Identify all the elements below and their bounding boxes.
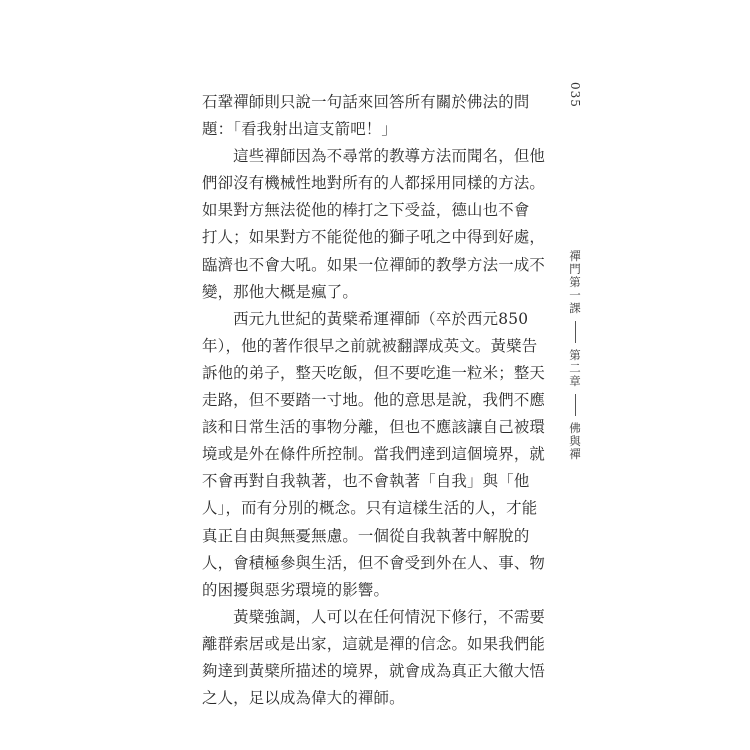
text-line: 年），他的著作很早之前就被翻譯成英文。黃檗告	[202, 336, 538, 355]
text-line: 西元九世紀的黃檗希運禪師（卒於西元850	[202, 309, 529, 328]
text-line: 該和日常生活的事物分離，但也不應該讓自己被環	[202, 418, 545, 437]
text-line: 離群索居或是出家，這就是禪的信念。如果我們能	[202, 634, 545, 653]
text-line: 境或是外在條件所控制。當我們達到這個境界，就	[202, 445, 545, 464]
text-line: 們卻沒有機械性地對所有的人都採用同樣的方法。	[202, 174, 545, 193]
text-line: 石鞏禪師則只說一句話來回答所有關於佛法的問	[202, 93, 530, 111]
text-line: 的困擾與惡劣環境的影響。	[202, 580, 390, 599]
text-line: 如果對方無法從他的棒打之下受益，德山也不會	[202, 201, 530, 220]
text-line: 夠達到黃檗所描述的境界，就會成為真正大徹大悟	[202, 661, 545, 680]
text-line: 訴他的弟子，整天吃飯，但不要吃進一粒米；整天	[202, 363, 545, 382]
text-line: 走路，但不要踏一寸地。他的意思是說，我們不應	[202, 391, 545, 410]
chapter-number: 第二章	[568, 349, 582, 388]
body-text	[202, 89, 545, 712]
book-title: 禪門第一課	[568, 250, 582, 315]
text-line: 臨濟也不會大吼。如果一位禪師的教學方法一成不	[202, 255, 545, 274]
text-line: 人，會積極參與生活，但不會受到外在人、事、物	[202, 553, 545, 572]
chapter-title: 佛與禪	[568, 422, 582, 461]
page-number: 035	[568, 82, 582, 108]
text-line: 真正自由與無憂無慮。一個從自我執著中解脫的	[202, 526, 530, 545]
text-line: 這些禪師因為不尋常的教導方法而聞名，但他	[202, 147, 545, 166]
text-line: 題：「看我射出這支箭吧！」	[202, 120, 397, 139]
text-line: 變，那他大概是瘋了。	[202, 282, 358, 301]
text-line: 之人，足以成為偉大的禪師。	[202, 689, 405, 708]
text-line: 打人；如果對方不能從他的獅子吼之中得到好處，	[202, 228, 545, 247]
running-head	[563, 250, 587, 461]
divider	[575, 321, 576, 343]
divider	[575, 394, 576, 416]
text-line: 不會再對自我執著，也不會執著「自我」與「他	[202, 472, 530, 491]
text-line: 人」，而有分別的概念。只有這樣生活的人，才能	[202, 499, 538, 518]
text-line: 黃檗強調，人可以在任何情況下修行，不需要	[202, 607, 545, 626]
